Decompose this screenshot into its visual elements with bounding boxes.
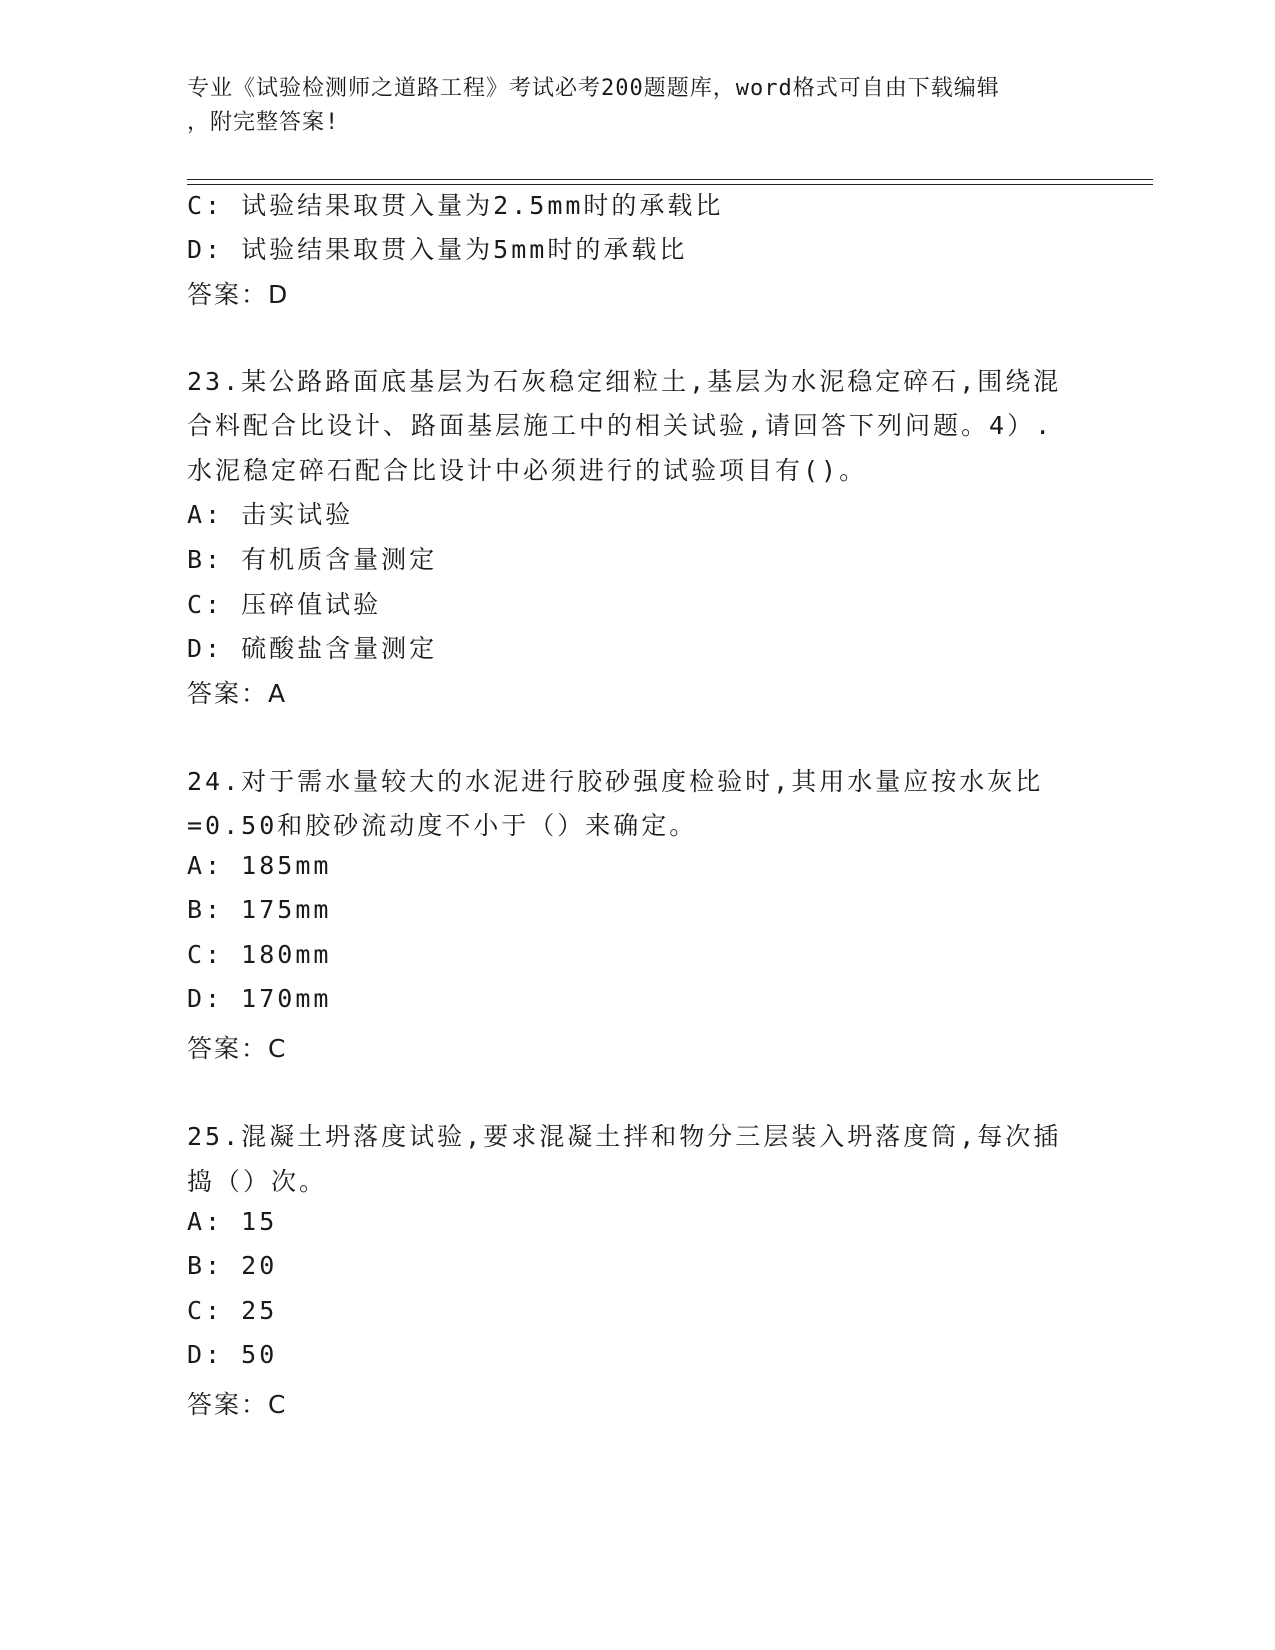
option-a: A: 185mm [187, 851, 332, 880]
option-a: A: 15 [187, 1207, 278, 1236]
option-c: C: 180mm [187, 940, 332, 969]
option-d: D: 50 [187, 1340, 278, 1369]
option-d: D: 试验结果取贯入量为5mm时的承载比 [187, 235, 688, 264]
header-divider-top [187, 179, 1153, 180]
option-c: C: 试验结果取贯入量为2.5mm时的承载比 [187, 191, 724, 220]
question-stem-line: 23.某公路路面底基层为石灰稳定细粒土,基层为水泥稳定碎石,围绕混 [187, 367, 1062, 396]
question-stem-line: 24.对于需水量较大的水泥进行胶砂强度检验时,其用水量应按水灰比 [187, 767, 1044, 796]
question-stem-line: 25.混凝土坍落度试验,要求混凝土拌和物分三层装入坍落度筒,每次插 [187, 1122, 1062, 1151]
answer-line: 答案：C [187, 1390, 288, 1419]
question-stem-line: 捣（）次。 [187, 1167, 328, 1196]
header-divider-bottom [187, 184, 1153, 185]
document-header [187, 72, 1067, 140]
answer-line: 答案：C [187, 1034, 288, 1063]
option-b: B: 20 [187, 1251, 278, 1280]
question-stem-line: 水泥稳定碎石配合比设计中必须进行的试验项目有()。 [187, 456, 868, 485]
answer-line: 答案：A [187, 679, 288, 708]
option-a: A: 击实试验 [187, 500, 354, 529]
question-stem-line: =0.50和胶砂流动度不小于（）来确定。 [187, 811, 698, 840]
option-c: C: 25 [187, 1296, 278, 1325]
option-b: B: 175mm [187, 895, 332, 924]
header-line-1: 专业《试验检测师之道路工程》考试必考200题题库，word格式可自由下载编辑 [187, 76, 1000, 101]
option-c: C: 压碎值试验 [187, 590, 382, 619]
question-stem-line: 合料配合比设计、路面基层施工中的相关试验,请回答下列问题。4）. [187, 411, 1054, 440]
answer-line: 答案：D [187, 280, 290, 309]
option-b: B: 有机质含量测定 [187, 545, 438, 574]
option-d: D: 170mm [187, 984, 332, 1013]
option-d: D: 硫酸盐含量测定 [187, 634, 438, 663]
header-line-2: ，附完整答案! [187, 110, 340, 135]
